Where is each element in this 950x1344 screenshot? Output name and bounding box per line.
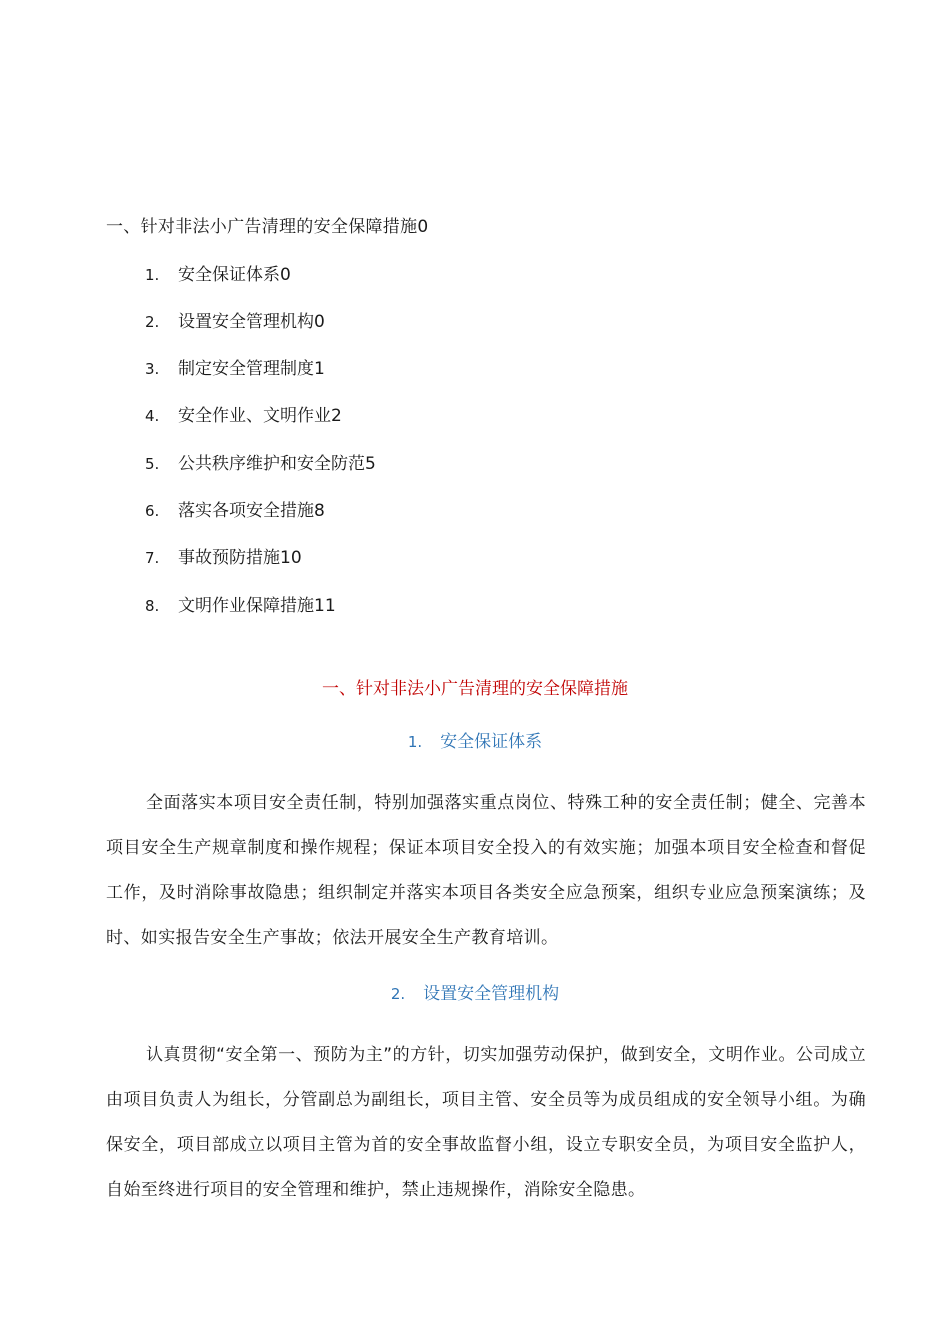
toc-item-label: 公共秩序维护和安全防范5 bbox=[178, 454, 376, 474]
toc-item[interactable] bbox=[145, 543, 302, 568]
toc-item-number: 1. bbox=[145, 266, 160, 284]
toc-item-number: 4. bbox=[145, 407, 160, 425]
body-paragraph: 认真贯彻“安全第一、预防为主”的方针，切实加强劳动保护，做到安全，文明作业。公司成立由项目负责人为组长，分管副总为副组长，项目主管、安全员等为成员组成的安全领导小组。为确保安全，项目部成立以项目主管为首的安全事故监督小组，设立专职安全员，为项目安全监护人，自始至终进行项目的安全管理和维护，禁止违规操作，消除安全隐患。 bbox=[106, 1045, 866, 1200]
toc-item[interactable] bbox=[145, 401, 342, 426]
toc-title: 一、针对非法小广告清理的安全保障措施0 bbox=[106, 217, 429, 237]
subsection-heading bbox=[0, 727, 950, 752]
toc-item-label: 文明作业保障措施11 bbox=[178, 596, 336, 616]
toc-item-number: 6. bbox=[145, 502, 160, 520]
subsection-number: 2. bbox=[390, 985, 406, 1003]
toc-item[interactable] bbox=[145, 449, 376, 474]
subsection-title: 设置安全管理机构 bbox=[423, 984, 560, 1004]
toc-item-number: 5. bbox=[145, 455, 160, 473]
toc-item-label: 事故预防措施10 bbox=[178, 548, 302, 568]
toc-item-number: 3. bbox=[145, 360, 160, 378]
toc-item-number: 7. bbox=[145, 549, 160, 567]
toc-item[interactable] bbox=[145, 496, 325, 521]
toc-item-number: 8. bbox=[145, 597, 160, 615]
subsection-title: 安全保证体系 bbox=[440, 732, 543, 752]
toc-item-label: 落实各项安全措施8 bbox=[178, 501, 325, 521]
toc-item-label: 安全作业、文明作业2 bbox=[178, 406, 342, 426]
subsection-heading bbox=[0, 979, 950, 1004]
subsection-number: 1. bbox=[407, 733, 423, 751]
toc-item[interactable] bbox=[145, 260, 291, 285]
toc-item[interactable] bbox=[145, 354, 325, 379]
toc-item-label: 设置安全管理机构0 bbox=[178, 312, 325, 332]
toc-item[interactable] bbox=[145, 591, 336, 616]
toc-item-number: 2. bbox=[145, 313, 160, 331]
toc-item-label: 制定安全管理制度1 bbox=[178, 359, 325, 379]
toc-item[interactable] bbox=[145, 307, 325, 332]
body-paragraph: 全面落实本项目安全责任制，特别加强落实重点岗位、特殊工种的安全责任制；健全、完善本项目安全生产规章制度和操作规程；保证本项目安全投入的有效实施；加强本项目安全检查和督促工作，及时消除事故隐患；组织制定并落实本项目各类安全应急预案，组织专业应急预案演练；及时、如实报告安全生产事故；依法开展安全生产教育培训。 bbox=[106, 793, 866, 948]
toc-item-label: 安全保证体系0 bbox=[178, 265, 291, 285]
section-heading: 一、针对非法小广告清理的安全保障措施 bbox=[322, 679, 628, 699]
